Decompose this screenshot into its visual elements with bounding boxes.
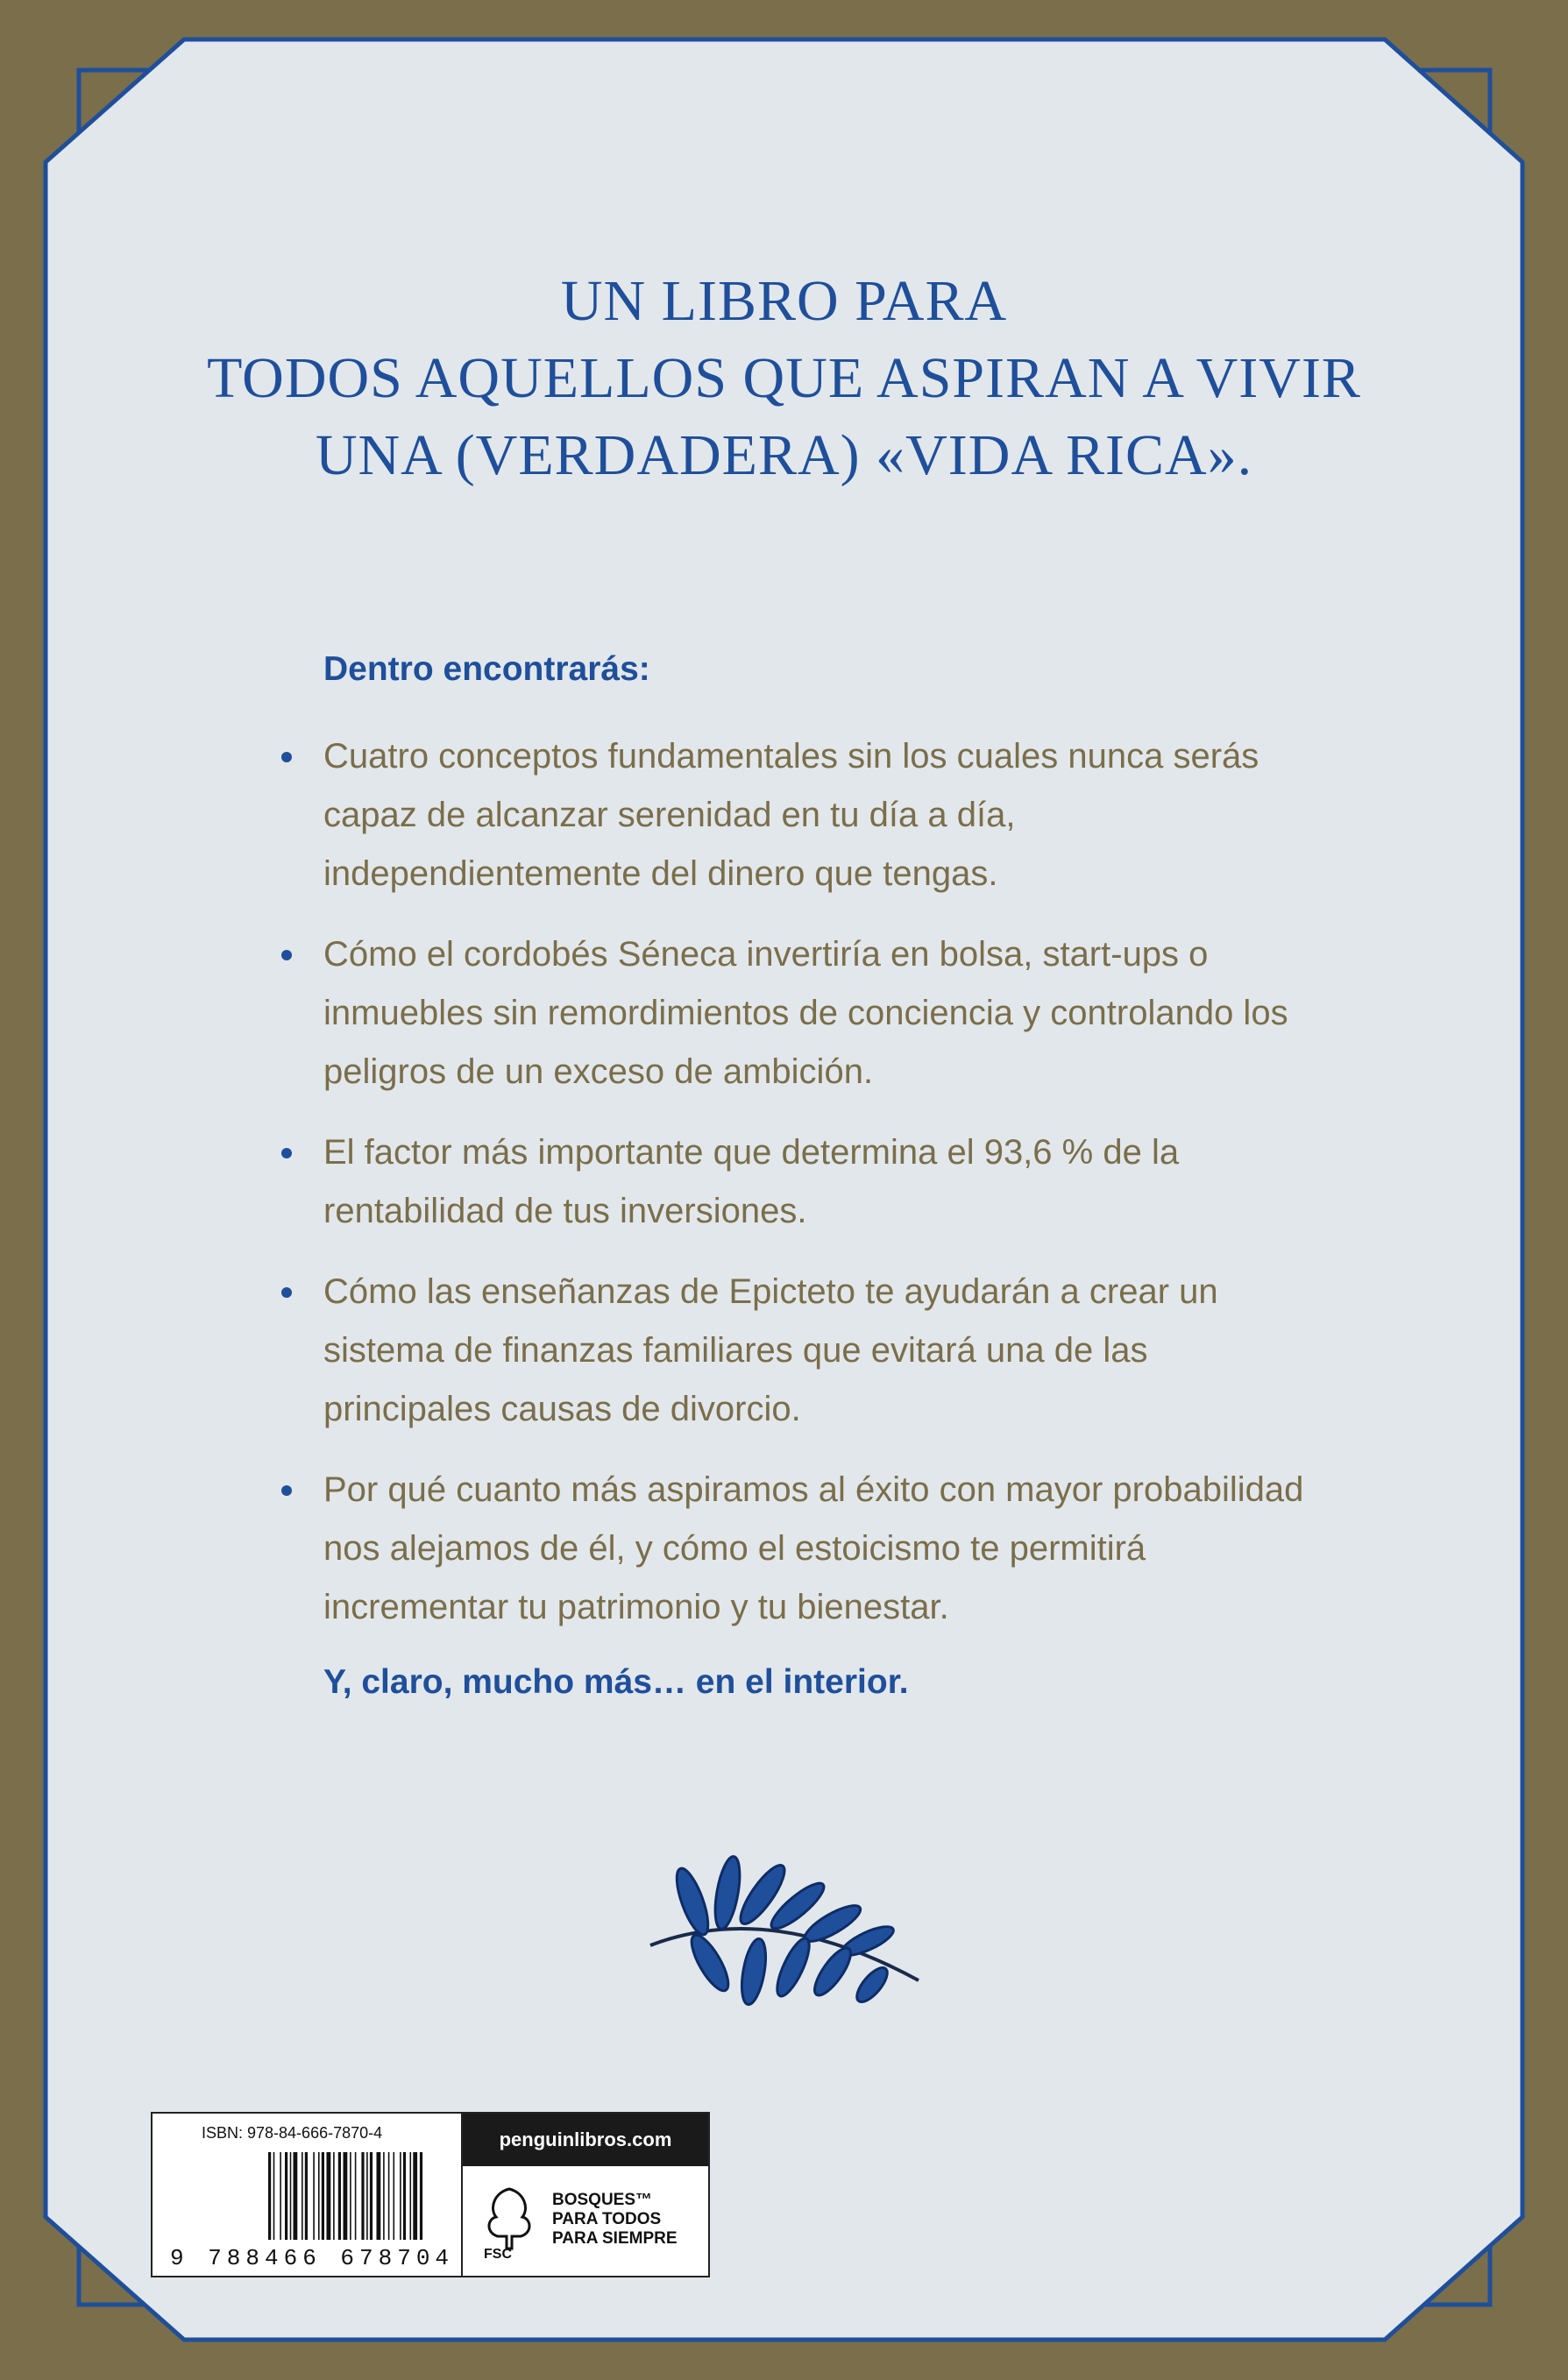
headline-line-1: UN LIBRO PARA: [560, 269, 1008, 333]
headline-line-3: UNA (VERDADERA) «VIDA RICA».: [315, 423, 1253, 487]
isbn-label: ISBN: 978-84-666-7870-4: [202, 2124, 383, 2142]
olive-branch-icon: [640, 1831, 929, 2007]
bosques-line-3: PARA SIEMPRE: [552, 2229, 678, 2248]
bosques-line-1: BOSQUES™: [552, 2191, 653, 2209]
bullet-icon: [281, 1485, 292, 1496]
list-item: [323, 727, 1305, 903]
fsc-label: FSC: [484, 2247, 512, 2262]
bosques-line-2: PARA TODOS: [552, 2210, 662, 2228]
list-item-text: Por qué cuanto más aspiramos al éxito con mayor probabilidad nos alejamos de él, y cómo el estoicismo te permitirá incrementar tu patrimonio y tu bienestar.: [323, 1470, 1304, 1626]
isbn-block: [151, 2112, 710, 2277]
outro-text: Y, claro, mucho más… en el interior.: [323, 1663, 909, 1701]
list-item-text: Cuatro conceptos fundamentales sin los cuales nunca serás capaz de alcanzar serenidad en tu día a día, independientemente del dinero que tengas.: [323, 737, 1259, 893]
list-item-text: El factor más importante que determina el 93,6 % de la rentabilidad de tus inversiones.: [323, 1133, 1180, 1230]
headline: [0, 263, 1568, 494]
bullet-icon: [281, 1148, 292, 1158]
bullet-icon: [281, 1287, 292, 1298]
headline-line-2: TODOS AQUELLOS QUE ASPIRAN A VIVIR: [207, 346, 1361, 410]
barcode-digits: 9 788466 678704: [170, 2245, 455, 2271]
publisher-website: penguinlibros.com: [463, 2114, 708, 2166]
list-item-text: Cómo las enseñanzas de Epicteto te ayudarán a crear un sistema de finanzas familiares que evitará una de las principales causas de divorcio.: [323, 1272, 1218, 1428]
list-item-text: Cómo el cordobés Séneca invertiría en bolsa, start-ups o inmuebles sin remordimientos de conciencia y controlando los peligros de un exceso de ambición.: [323, 935, 1288, 1091]
list-item: [323, 925, 1305, 1101]
bosques-slogan: [552, 2191, 678, 2249]
list-item: [323, 1263, 1305, 1439]
bullet-icon: [281, 950, 292, 960]
list-item: [323, 1461, 1305, 1637]
intro-heading: Dentro encontrarás:: [323, 650, 650, 688]
bullet-icon: [281, 752, 292, 762]
list-item: [323, 1123, 1305, 1241]
features-list: [323, 727, 1305, 1659]
